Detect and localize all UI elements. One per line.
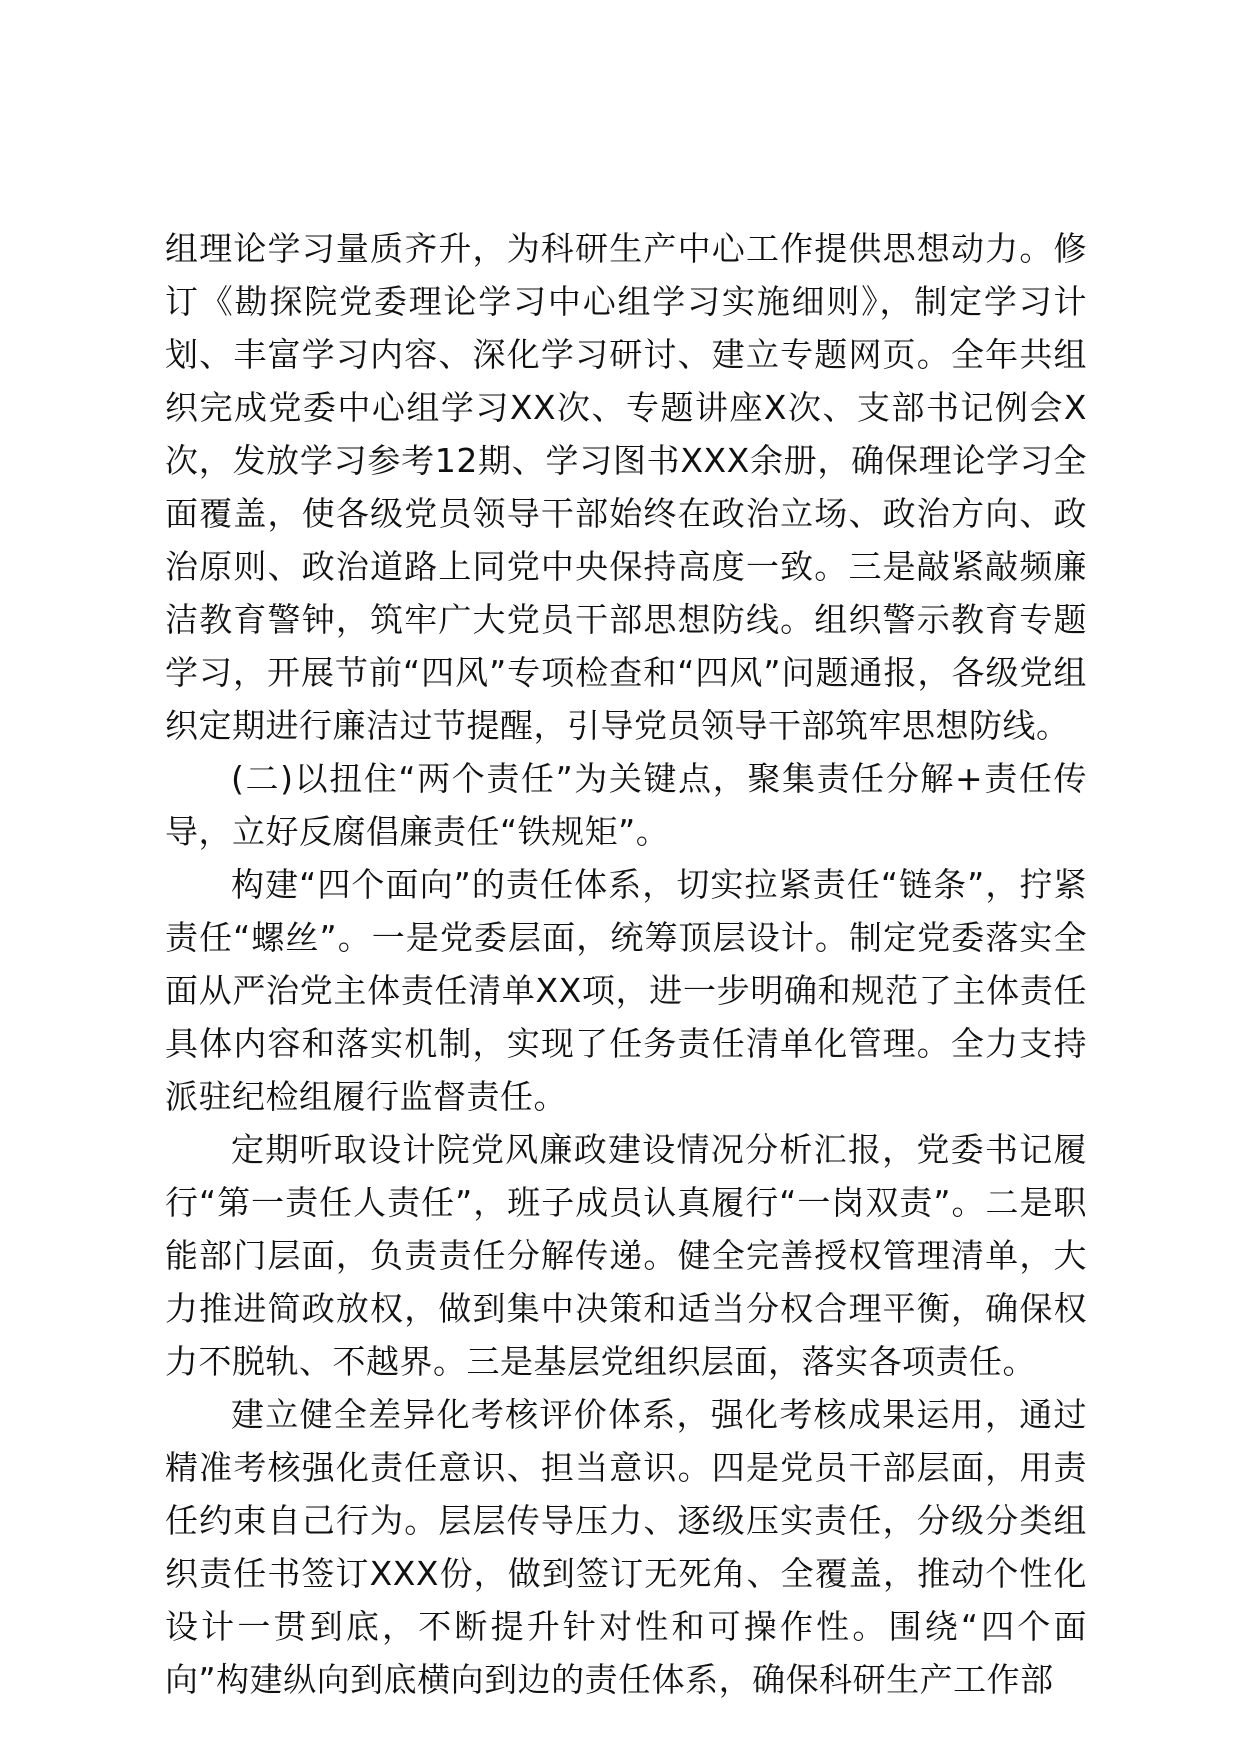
paragraph: 定期听取设计院党风廉政建设情况分析汇报，党委书记履行“第一责任人责任”，班子成员认真履行“一岗双责”。二是职能部门层面，负责责任分解传递。健全完善授权管理清单，大力推进简政放权，做到集中决策和适当分权合理平衡，确保权力不脱轨、不越界。三是基层党组织层面，落实各项责任。	[165, 1130, 1087, 1381]
body-text	[165, 222, 1087, 1706]
paragraph: 构建“四个面向”的责任体系，切实拉紧责任“链条”，拧紧责任“螺丝”。一是党委层面，统筹顶层设计。制定党委落实全面从严治党主体责任清单XX项，进一步明确和规范了主体责任具体内容和落实机制，实现了任务责任清单化管理。全力支持派驻纪检组履行监督责任。	[165, 865, 1087, 1116]
paragraph: 建立健全差异化考核评价体系，强化考核成果运用，通过精准考核强化责任意识、担当意识。四是党员干部层面，用责任约束自己行为。层层传导压力、逐级压实责任，分级分类组织责任书签订XXX份，做到签订无死角、全覆盖，推动个性化设计一贯到底，不断提升针对性和可操作性。围绕“四个面向”构建纵向到底横向到边的责任体系，确保科研生产工作部	[165, 1395, 1087, 1699]
section-heading-2: (二)以扭住“两个责任”为关键点，聚集责任分解+责任传导，立好反腐倡廉责任“铁规矩”。	[165, 759, 1087, 851]
paragraph-continued: 组理论学习量质齐升，为科研生产中心工作提供思想动力。修订《勘探院党委理论学习中心组学习实施细则》，制定学习计划、丰富学习内容、深化学习研讨、建立专题网页。全年共组织完成党委中心组学习XX次、专题讲座X次、支部书记例会X次，发放学习参考12期、学习图书XXX余册，确保理论学习全面覆盖，使各级党员领导干部始终在政治立场、政治方向、政治原则、政治道路上同党中央保持高度一致。三是敲紧敲频廉洁教育警钟，筑牢广大党员干部思想防线。组织警示教育专题学习，开展节前“四风”专项检查和“四风”问题通报，各级党组织定期进行廉洁过节提醒，引导党员领导干部筑牢思想防线。	[165, 229, 1087, 745]
